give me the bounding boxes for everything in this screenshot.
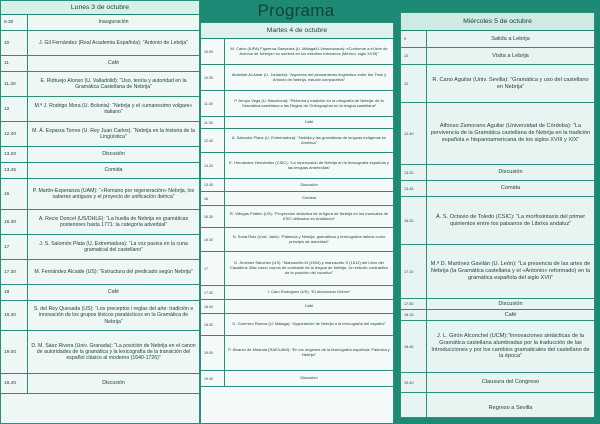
schedule-row <box>1 235 199 260</box>
session-title: P. Martín-Esperanza (UAM): “«Romano por regeneración» Nebrija, los saberes antiguos y el proyecto de unificación ibérica” <box>32 187 195 200</box>
schedule-row <box>1 31 199 56</box>
session-time: 17 <box>201 252 225 285</box>
tuesday-column <box>200 22 394 424</box>
session-time: 18.30 <box>1 301 28 330</box>
session-time: 11 <box>1 56 28 71</box>
session-title: Discusión <box>498 300 523 307</box>
session-title: A. Recio Doncel (US/DHLE): “La huella de Nebrija en gramáticas posteriores hasta 1771: la categoría adverbial” <box>38 215 189 228</box>
session-time: 13.45 <box>401 181 427 196</box>
schedule-row <box>1 97 199 122</box>
session-time: 19.00 <box>201 336 225 370</box>
schedule-row <box>401 65 594 103</box>
schedule-row <box>201 300 393 314</box>
schedule-row <box>1 122 199 147</box>
schedule-row <box>401 299 594 310</box>
schedule-row <box>201 336 393 371</box>
session-title: N. Soria Ruiz (Univ. Jaén): “Palencia y Nebrija: gramáticos y lexicografos latinos como principio de autoridad” <box>232 233 386 244</box>
session-title: Clausura del Congreso <box>481 379 540 386</box>
session-title: Discusión <box>498 169 523 176</box>
session-time: 17.10 <box>401 245 427 298</box>
schedule-row <box>201 129 393 153</box>
session-title: Inauguración <box>98 19 129 26</box>
schedule-row <box>401 197 594 245</box>
schedule-row <box>1 260 199 285</box>
session-time: 13.20 <box>401 165 427 180</box>
session-title: Comida <box>302 195 316 201</box>
session-time: 12.40 <box>201 129 225 152</box>
session-title: Café <box>108 289 119 296</box>
monday-header: Lunes 3 de octubre <box>1 1 199 15</box>
session-title: I. Caro Rodríguez (US): “El diccionario Grimm” <box>267 289 351 295</box>
session-time: 19.40 <box>1 374 28 393</box>
session-title: M.ª J. Rodrigo Mora (U. Bolonia): “Nebrija y el «umanesimo volgare» italiano” <box>34 102 193 115</box>
schedule-row <box>201 206 393 228</box>
session-title: P. Arroyo Vega (U. Barcelona): “Reforma y tradición en la ortografía de Nebrija: de la Gramática castellana a las Reglas de Orthographía en la lengua castellana” <box>234 97 384 108</box>
session-title: R. Villegas Pottelo (US): “Proyección didáctica de la figura de Nebrija en los manuales de ESO utilizados en Andalucía” <box>229 210 389 221</box>
schedule-row <box>201 117 393 129</box>
session-time: 12 <box>401 65 427 102</box>
session-title: P. Álvarez de Miranda (RAE/UAM): “En los orígenes de la lexicografía española: Palencia y Nebrija” <box>228 347 390 357</box>
schedule-row <box>401 373 594 393</box>
tuesday-header: Martes 4 de octubre <box>201 23 393 39</box>
session-title: Café <box>504 311 517 318</box>
schedule-row <box>1 285 199 301</box>
session-time: 10.30 <box>201 65 225 90</box>
session-title: Café <box>304 303 314 309</box>
session-title: J. Gil Fernández (Real Academia Española): “Antonio de Lebrija” <box>38 39 189 46</box>
session-time <box>401 393 427 418</box>
session-title: Discusión <box>300 375 318 381</box>
monday-column <box>0 0 200 424</box>
session-time: 18.00 <box>201 300 225 313</box>
monday-schedule <box>1 15 199 394</box>
schedule-row <box>201 179 393 192</box>
schedule-row <box>201 228 393 252</box>
schedule-row <box>1 56 199 72</box>
session-time: 13.20 <box>201 153 225 178</box>
schedule-row <box>201 314 393 336</box>
schedule-row <box>201 286 393 300</box>
page-title: Programa <box>257 1 335 20</box>
schedule-row <box>401 165 594 181</box>
session-time: 13.20 <box>1 147 28 162</box>
session-title: Comida <box>104 167 123 174</box>
session-title: R. Cano Aguilar (Univ. Sevilla): “Gramática y uso del castellano en Nebrija” <box>432 76 589 90</box>
session-title: J. S. Salomón Plata (U. Extremadura): “La voz pasiva en la cuna gramatical del castellano” <box>39 240 188 253</box>
session-title: D. Jiménez Sánchez (US): “Manuscrito M (1504) y manuscrito S (1512) del Libro del Caualleric Zifar como corpus de contraste de la lengua de Nebrija. Un estudio contrastivo de la posición del vocativo” <box>229 260 389 275</box>
session-title: Á. S. Octavio de Toledo (CSIC): “La morfosintaxis del primer quinientos entre los paisanos de Librixa andaluz” <box>435 213 586 227</box>
session-time: 10.00 <box>201 39 225 64</box>
schedule-row <box>1 147 199 163</box>
schedule-row <box>1 301 199 331</box>
schedule-row <box>1 72 199 97</box>
session-time: 11.30 <box>1 72 28 96</box>
session-time: 12.40 <box>1 122 28 146</box>
session-title: Café <box>304 119 314 125</box>
session-title: Comida <box>500 185 521 192</box>
session-title: Salida a Lebrija <box>491 35 530 42</box>
session-title: S. del Rey Quesada (US): “Los preceptos i reglas del arte: tradición e innovación de los grupos léxicos paratácticos en la Gramática de Nebrija” <box>33 306 194 325</box>
session-title: M. Á. Esparza Torres (U. Rey Juan Carlos): “Nebrija en la historia de la Lingüística” <box>32 127 195 140</box>
session-title: Discusión <box>102 151 125 158</box>
schedule-row <box>401 31 594 48</box>
session-time: 18.15 <box>401 310 427 320</box>
session-time: 9 <box>401 31 427 47</box>
session-title: E. Ridruejo Alonso (U. Valladolid): “Uso, teoría y autoridad en la Gramática Castellana de Nebrija” <box>40 77 187 90</box>
session-time: 19.00 <box>1 331 28 373</box>
session-time: 16 <box>201 192 225 205</box>
session-time: 18 <box>1 285 28 300</box>
session-time: 17 <box>1 235 28 259</box>
wednesday-column <box>400 12 595 418</box>
session-time: 10 <box>1 31 28 55</box>
session-time: 16.30 <box>201 206 225 227</box>
schedule-row <box>201 39 393 65</box>
session-title: Discusión <box>300 181 318 187</box>
schedule-row <box>201 192 393 206</box>
schedule-row <box>201 153 393 179</box>
session-time: 12.40 <box>401 103 427 164</box>
session-title: D. M. Sáez Rivera (Univ. Granada): “La posición de Nebrija en el canon de autoridades de la gramática y la lexicografía de la transición del español clásico al moderno (1640-1726)” <box>31 342 196 362</box>
session-title: M. Calvo (IUPA) Figueroa-Saavedra (U. Málaga/U.Veracruzana): «Conforme a el Arte de Antonio de Nebrija» su sombra en los estudios totonacos (México, siglo XVIII)” <box>230 45 388 56</box>
session-title: Café <box>108 60 119 67</box>
session-title: Alfonso Zamorano Aguilar (Universidad de Córdoba): “La pervivencia de la Gramática castellana de Nebrija en la tradición española e hispanoamericana de los siglos XVIII y XIX” <box>430 123 591 143</box>
schedule-row <box>1 179 199 210</box>
session-title: J. L. Girón Alconchel (UCM):“Innovaciones sintácticas de la Gramática castellana alumbradas por la traducción de las Introducciones y por los cambios gramaticales del castellano de la época” <box>431 333 590 360</box>
session-time: 17.30 <box>201 286 225 299</box>
session-time: 13.45 <box>1 163 28 178</box>
session-time: 11.30 <box>201 117 225 128</box>
schedule-row <box>401 103 594 165</box>
schedule-row <box>201 91 393 117</box>
session-time: 9.30 <box>1 15 28 30</box>
session-time: 19.40 <box>401 373 427 392</box>
schedule-row <box>1 374 199 394</box>
tuesday-schedule <box>201 39 393 387</box>
schedule-row <box>1 210 199 235</box>
schedule-row <box>201 252 393 286</box>
session-title: Abdullah Al-Amar (U. Jordania): “Aspectos del pensamiento lingüístico entre Ibn Ŷinni y Antonio de Nebrija, estudio comparativo” <box>231 71 387 82</box>
session-time: 18.45 <box>401 321 427 372</box>
session-title: Regreso a Sevilla <box>488 405 533 412</box>
schedule-row <box>401 321 594 373</box>
session-time: 16.30 <box>401 197 427 244</box>
schedule-row <box>401 393 594 418</box>
session-time: 11.00 <box>201 91 225 116</box>
schedule-row <box>201 65 393 91</box>
session-title: Discusión <box>102 380 125 387</box>
schedule-row <box>401 48 594 65</box>
schedule-row <box>401 310 594 321</box>
session-time: 12 <box>1 97 28 121</box>
session-title: M. Fernández Alcaide (US): “Estructura del predicado según Nebrija” <box>34 268 193 275</box>
session-time: 10 <box>401 48 427 64</box>
session-time: 16.30 <box>1 210 28 234</box>
schedule-row <box>1 331 199 374</box>
session-time: 17.30 <box>1 260 28 284</box>
wednesday-schedule <box>401 31 594 418</box>
session-time: 19.40 <box>201 371 225 386</box>
session-time: 18.30 <box>201 314 225 335</box>
session-time: 16.30 <box>201 228 225 251</box>
schedule-row <box>1 163 199 179</box>
session-title: Visita a Lebrija <box>492 52 529 59</box>
session-time: 17.50 <box>401 299 427 309</box>
session-title: A. Salvador Plans (U. Extremadura): “Nebrija y las gramáticas de lenguas indígenas en América” <box>231 134 387 145</box>
session-time: 16 <box>1 179 28 209</box>
schedule-row <box>1 15 199 31</box>
schedule-row <box>401 245 594 299</box>
session-title: E. Hernández Hernández (CSIC): “La repercusión de Nebrija en la lexicografía española y las lenguas amerindias” <box>229 159 389 170</box>
wednesday-header: Miércoles 5 de octubre <box>401 13 594 31</box>
session-time: 13.45 <box>201 179 225 191</box>
session-title: M.ª D. Martínez Gavilán (U. León): “La presencia de las artes de Nebrija (la Gramática castellana y el «Antonio» reformado) en la gramática española del siglo XVII” <box>430 261 591 281</box>
schedule-row <box>401 181 594 197</box>
schedule-row <box>201 371 393 387</box>
session-title: G. Guerrero Ramos (U. Málaga): “Apportación de Nebrija a la lexicografía del español” <box>232 321 386 327</box>
